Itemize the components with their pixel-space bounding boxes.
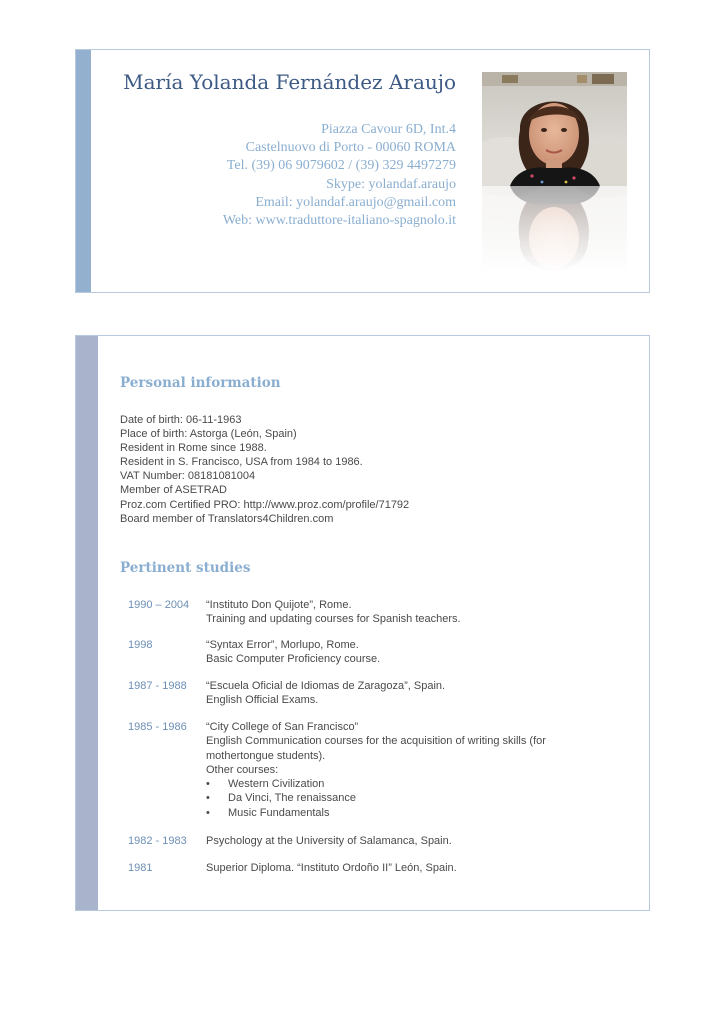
person-name: María Yolanda Fernández Araujo <box>123 70 456 94</box>
contact-address: Piazza Cavour 6D, Int.4 <box>321 122 456 137</box>
study-years: 1982 - 1983 <box>128 835 187 847</box>
course-bullet: • Western Civilization <box>206 777 576 791</box>
personal-line: Proz.com Certified PRO: http://www.proz.com/profile/71792 <box>120 498 410 511</box>
study-details <box>206 861 576 875</box>
personal-information-list <box>120 413 409 526</box>
profile-photo <box>482 72 627 272</box>
study-line: “Syntax Error”, Morlupo, Rome. <box>206 639 359 651</box>
pertinent-studies-title: Pertinent studies <box>120 560 251 576</box>
personal-line: Member of ASETRAD <box>120 484 227 497</box>
study-line: English Official Exams. <box>206 694 319 707</box>
other-courses-list <box>206 777 576 820</box>
course-bullet: • Music Fundamentals <box>206 806 576 820</box>
study-line: Psychology at the University of Salamanca, Spain. <box>206 835 452 847</box>
study-line: English Communication courses for the acquisition of writing skills (for mothertongue students). <box>206 735 546 762</box>
contact-block <box>223 121 456 230</box>
study-details <box>206 834 576 848</box>
study-line: Training and updating courses for Spanish teachers. <box>206 613 461 626</box>
study-line: “Instituto Don Quijote”, Rome. <box>206 599 352 611</box>
body-card <box>75 335 650 911</box>
study-details <box>206 720 576 820</box>
personal-line: VAT Number: 08181081004 <box>120 470 256 483</box>
personal-line: Place of birth: Astorga (León, Spain) <box>120 428 297 441</box>
study-line: “Escuela Oficial de Idiomas de Zaragoza”, Spain. <box>206 680 446 692</box>
contact-email[interactable]: Email: yolandaf.araujo@gmail.com <box>255 194 456 210</box>
personal-information-title: Personal information <box>120 375 281 391</box>
contact-phone: Tel. (39) 06 9079602 / (39) 329 4497279 <box>226 158 456 174</box>
contact-skype: Skype: yolandaf.araujo <box>326 176 456 192</box>
study-line: Basic Computer Proficiency course. <box>206 653 381 666</box>
study-years: 1990 – 2004 <box>128 599 190 611</box>
study-line: Other courses: <box>206 763 279 776</box>
personal-line: Date of birth: 06-11-1963 <box>120 414 242 426</box>
study-details <box>206 598 576 627</box>
header-accent-bar <box>76 50 91 292</box>
body-accent-bar <box>76 336 98 910</box>
study-details <box>206 638 576 667</box>
contact-web[interactable]: Web: www.traduttore-italiano-spagnolo.it <box>222 213 456 229</box>
personal-line: Resident in S. Francisco, USA from 1984 to 1986. <box>120 456 363 469</box>
study-line: Superior Diploma. “Instituto Ordoño II” León, Spain. <box>206 862 457 874</box>
study-line: “City College of San Francisco” <box>206 721 359 733</box>
header-card <box>75 49 650 293</box>
personal-line: Resident in Rome since 1988. <box>120 442 267 455</box>
study-years: 1987 - 1988 <box>128 680 187 692</box>
study-years: 1998 <box>128 639 153 651</box>
study-years: 1985 - 1986 <box>128 721 187 733</box>
contact-city: Castelnuovo di Porto - 00060 ROMA <box>245 140 456 156</box>
study-details <box>206 679 576 708</box>
study-years: 1981 <box>128 862 153 874</box>
course-bullet: • Da Vinci, The renaissance <box>206 791 576 805</box>
personal-line: Board member of Translators4Children.com <box>120 512 334 525</box>
